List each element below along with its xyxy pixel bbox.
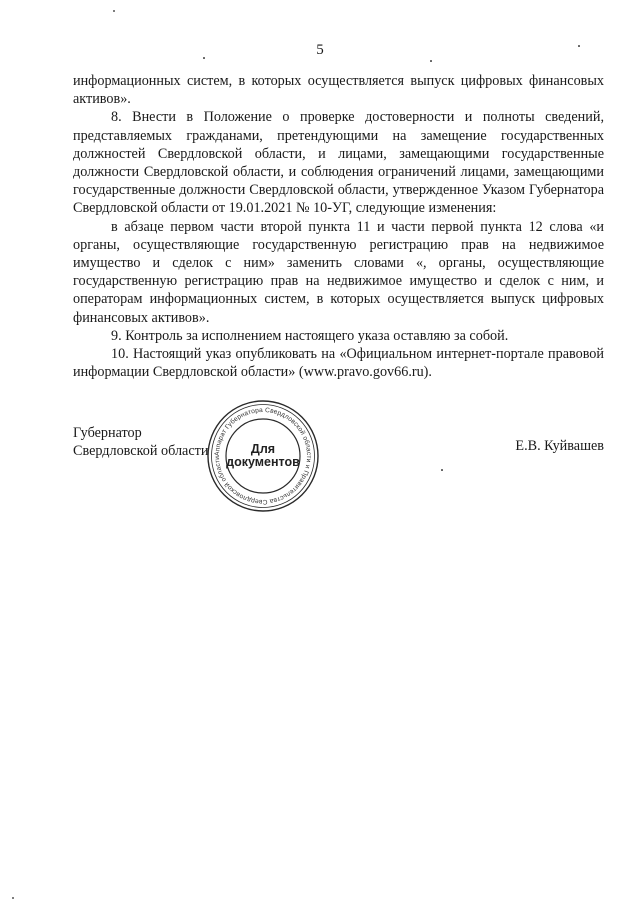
page-number: 5	[316, 42, 324, 58]
stamp-ring-text: Аппарат Губернатора Свердловской области и Правительства Свердловской области	[213, 406, 313, 506]
signature-block	[73, 406, 604, 534]
signatory-name: Е.В. Куйвашев	[515, 438, 604, 454]
document-body	[73, 72, 604, 381]
signatory-title	[73, 424, 208, 460]
stamp-center-line1: Для	[250, 442, 276, 456]
scan-speck	[203, 57, 205, 59]
paragraph-item-8: 8. Внести в Положение о проверке достоверности и полноты сведений, представляемых гражданами, претендующими на замещение государственных должностей Свердловской области, и лицами, замещающими государственные должности Свердловской области, и соблюдения ограничений лицами, замещающими государственные должности Свердловской области, утвержденное Указом Губернатора Свердловской области от 19.01.2021 № 10-УГ, следующие изменения:	[73, 109, 604, 217]
scan-speck	[113, 10, 115, 12]
paragraph-item-9: 9. Контроль за исполнением настоящего указа оставляю за собой.	[111, 327, 509, 344]
signatory-title-line1: Губернатор	[73, 425, 142, 441]
svg-text:Аппарат Губернатора Свердловск	[214, 407, 312, 505]
scan-speck	[578, 45, 580, 47]
scan-speck	[441, 469, 443, 471]
signatory-title-line2: Свердловской области	[73, 443, 209, 460]
official-stamp	[205, 398, 321, 514]
stamp-seal-graphic	[205, 398, 321, 514]
stamp-center-line2: документов	[226, 455, 300, 469]
paragraph-item-10: 10. Настоящий указ опубликовать на «Официальном интернет-портале правовой информации Свердловской области» (www.pravo.gov66.ru).	[73, 346, 604, 381]
paragraph-continuation: информационных систем, в которых осуществляется выпуск цифровых финансовых активов».	[73, 73, 604, 108]
paragraph-amendment: в абзаце первом части второй пункта 11 и части первой пункта 12 слова «и органы, осуществляющие государственную регистрацию прав на недвижимое имущество и сделок с ним» заменить словами «, органы, осуществляющие государственную регистрацию прав на недвижимое имущество и сделок с ним, и операторам информационных систем, в которых осуществляется выпуск цифровых финансовых активов».	[73, 218, 604, 326]
scan-speck	[430, 60, 432, 62]
scan-speck	[12, 897, 14, 899]
